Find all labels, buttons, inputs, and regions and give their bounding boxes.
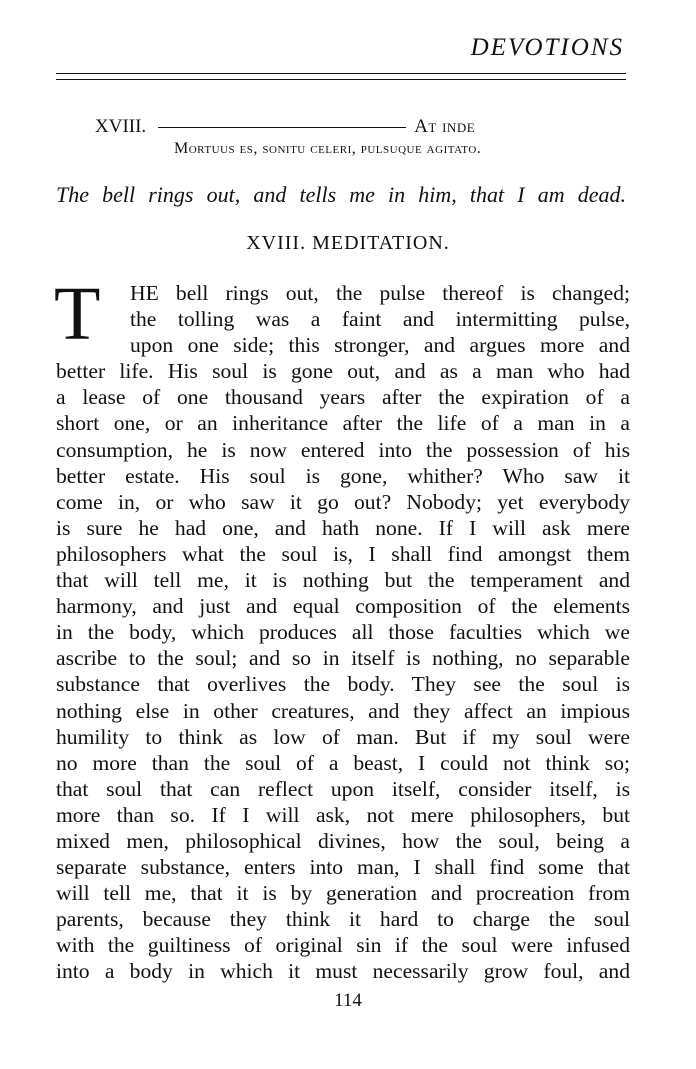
text-line: separate substance, enters into man, I shall find some that	[56, 855, 630, 880]
text-line: in the body, which produces all those faculties which we	[56, 620, 630, 645]
text-line: consumption, he is now entered into the possession of his	[56, 437, 630, 462]
text-line: that will tell me, it is nothing but the temperament and	[56, 568, 630, 593]
text-line: upon one side; this stronger, and argues more and	[130, 333, 630, 358]
section-heading: XVIII. MEDITATION.	[246, 232, 450, 254]
text-line: substance that overlives the body. They see the soul is	[56, 672, 630, 697]
text-line: with the guiltiness of original sin if the soul were infused	[56, 933, 630, 958]
text-line: that soul that can reflect upon itself, consider itself, is	[56, 776, 630, 801]
text-line: come in, or who saw it go out? Nobody; yet everybody	[56, 489, 630, 514]
text-line: HE bell rings out, the pulse thereof is changed;	[130, 281, 630, 305]
epigraph-latin-1: At inde	[414, 116, 476, 137]
text-line: will tell me, that it is by generation and procreation from	[56, 881, 630, 906]
page-number: 114	[334, 990, 362, 1011]
text-line: humility to think as low of man. But if my soul were	[56, 724, 630, 749]
text-line: ascribe to the soul; and so in itself is nothing, no separable	[56, 646, 630, 671]
text-line: nothing else in other creatures, and they affect an impious	[56, 698, 630, 723]
epigraph-first-line	[95, 116, 475, 138]
epigraph-translation: The bell rings out, and tells me in him, that I am dead.	[56, 182, 626, 207]
epigraph-latin-2: Mortuus es, sonitu celeri, pulsuque agitato.	[174, 140, 482, 157]
text-line: no more than the soul of a beast, I could not think so;	[56, 750, 630, 775]
text-line: philosophers what the soul is, I shall find amongst them	[56, 541, 630, 566]
header-rule-bottom	[56, 79, 626, 80]
text-line: parents, because they think it hard to charge the soul	[56, 907, 630, 932]
text-line: into a body in which it must necessarily grow foul, and	[56, 959, 630, 984]
epigraph-numeral: XVIII.	[95, 116, 147, 137]
text-line: is sure he had one, and hath none. If I will ask mere	[56, 515, 630, 540]
text-line: mixed men, philosophical divines, how the soul, being a	[56, 828, 630, 853]
drop-cap: T	[54, 272, 101, 356]
meditation-text	[56, 280, 630, 985]
text-line: short one, or an inheritance after the life of a man in a	[56, 411, 630, 436]
text-line: harmony, and just and equal composition of the elements	[56, 594, 630, 619]
text-line: a lease of one thousand years after the expiration of a	[56, 385, 630, 410]
header-rule-top	[56, 73, 626, 74]
epigraph-dash	[158, 127, 406, 128]
text-line: more than so. If I will ask, not mere philosophers, but	[56, 802, 630, 827]
running-head: DEVOTIONS	[470, 34, 624, 61]
text-line: better estate. His soul is gone, whither? Who saw it	[56, 463, 630, 488]
text-line: better life. His soul is gone out, and as a man who had	[56, 359, 630, 384]
text-line: the tolling was a faint and intermitting pulse,	[130, 307, 630, 332]
